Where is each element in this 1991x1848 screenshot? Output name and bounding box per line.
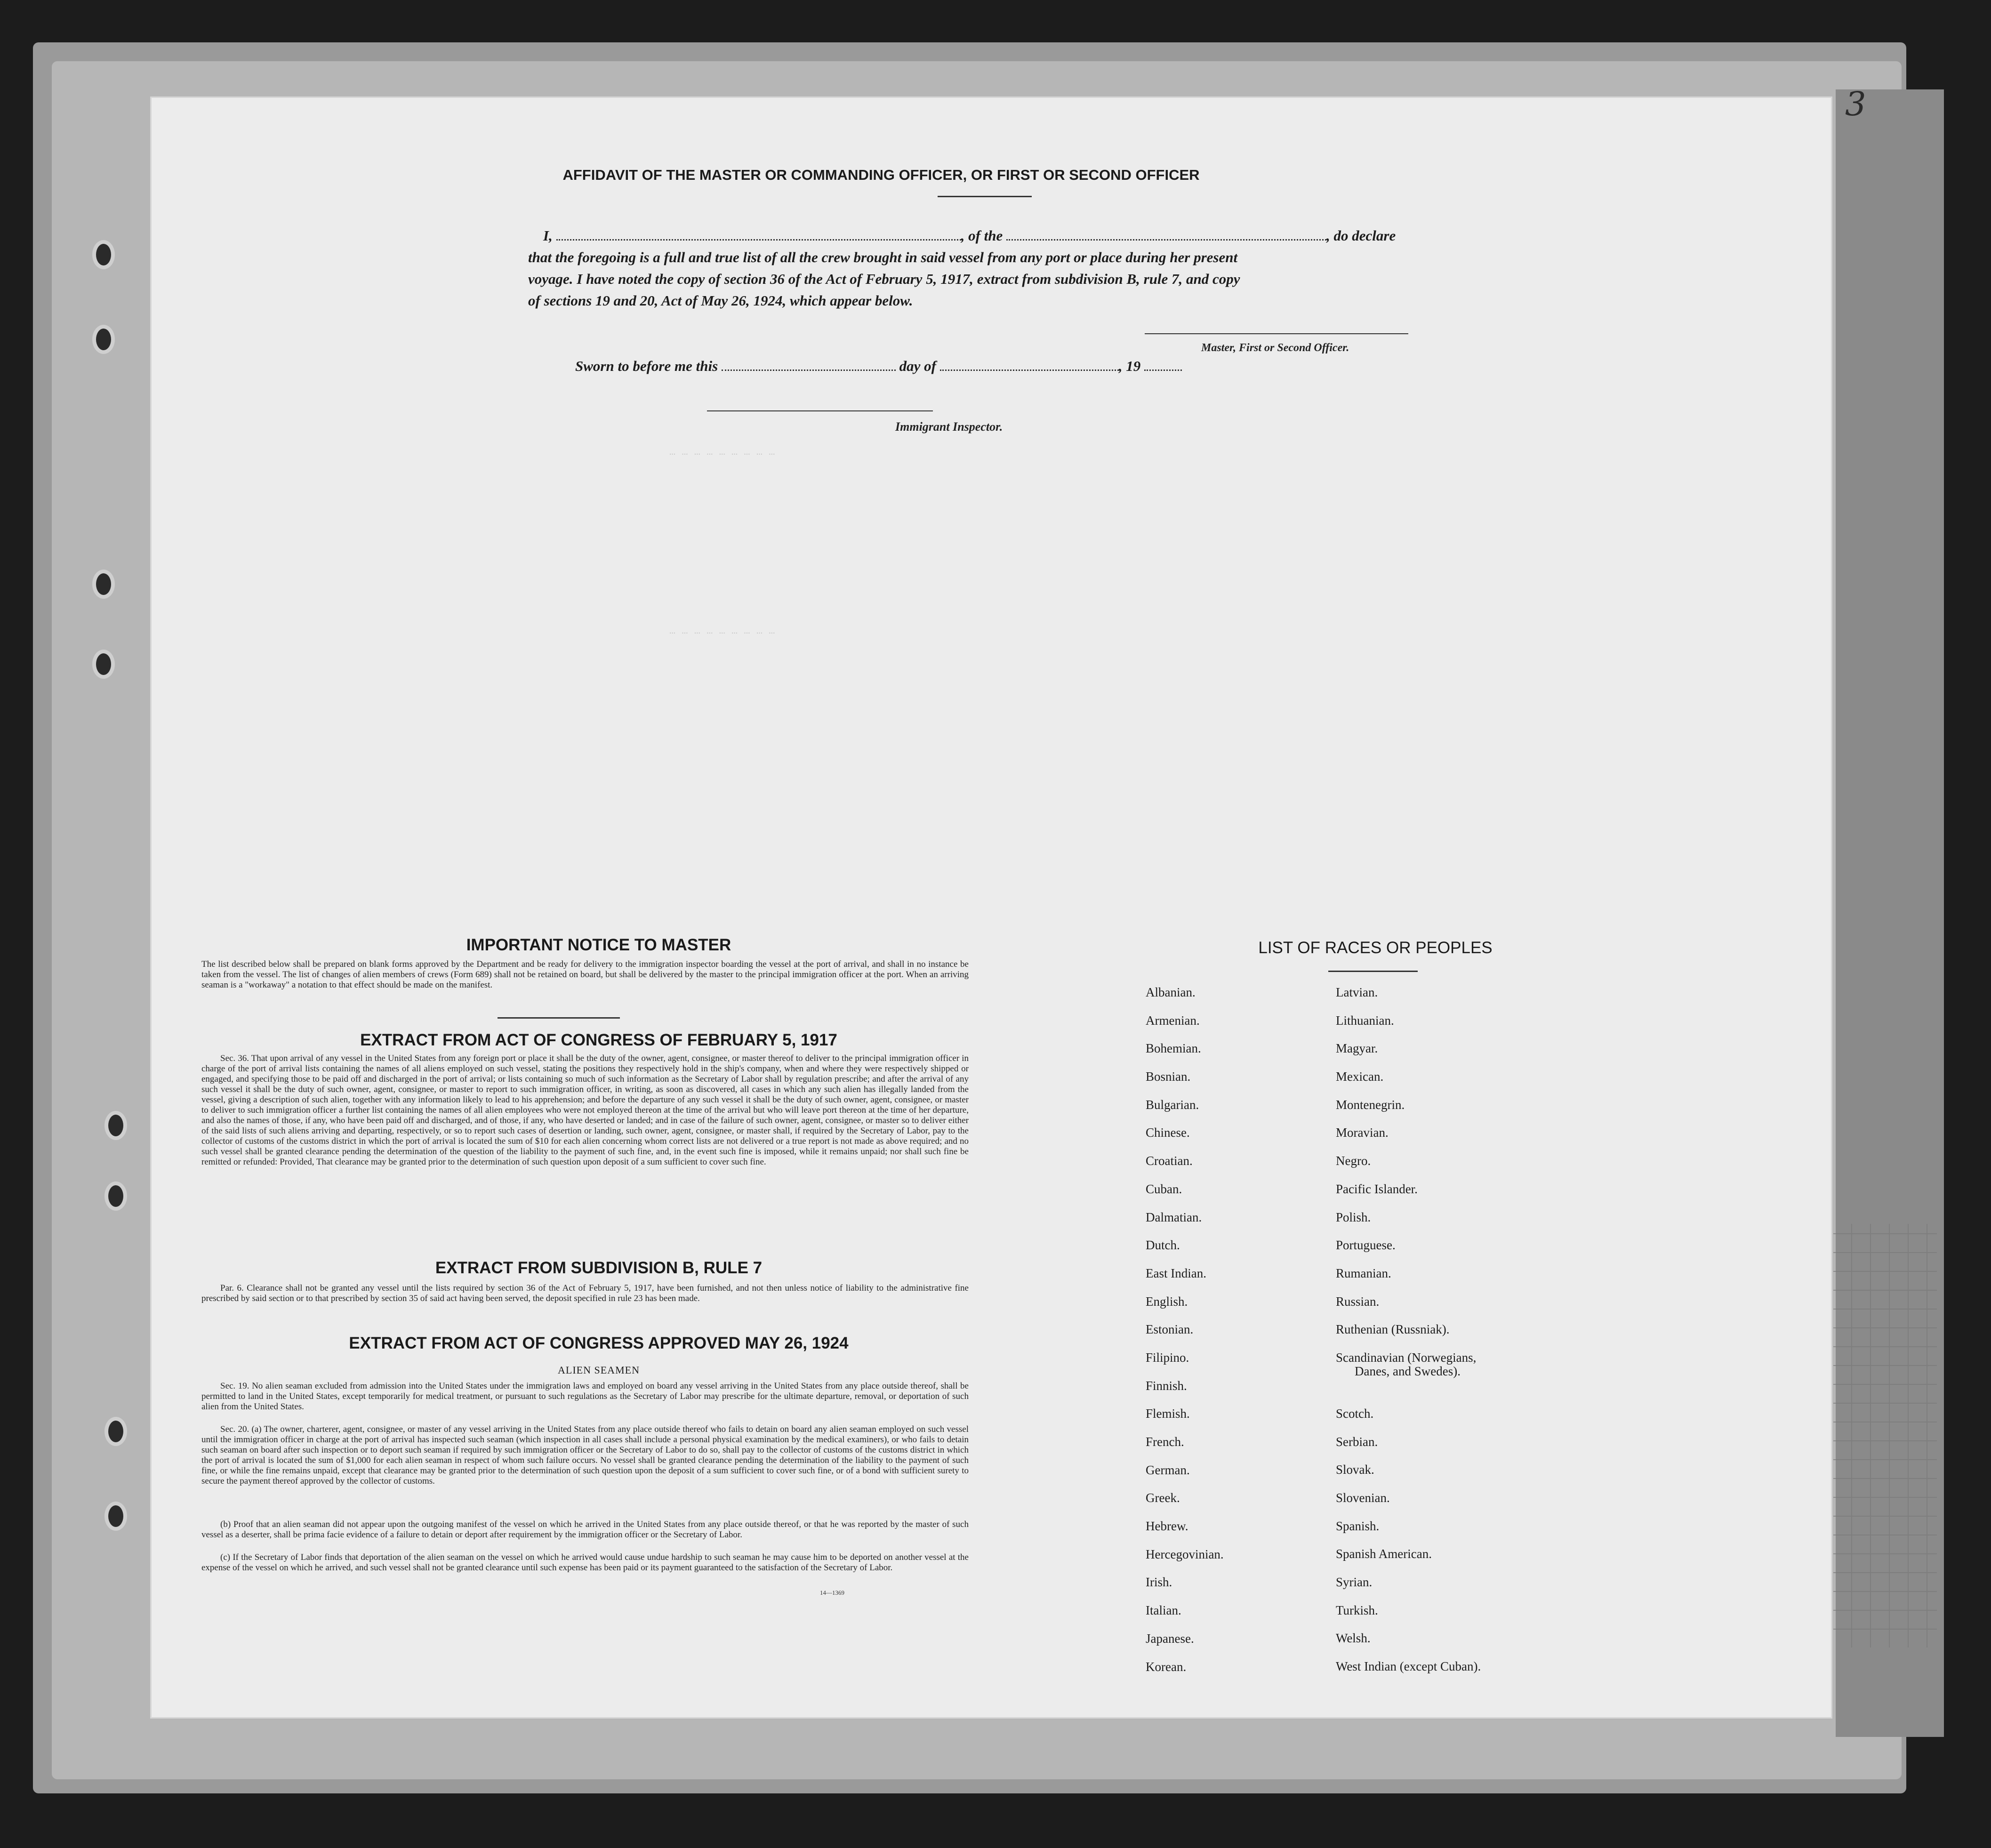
race-item: Pacific Islander. xyxy=(1336,1181,1418,1196)
extract-rule7-title: EXTRACT FROM SUBDIVISION B, RULE 7 xyxy=(435,1259,763,1277)
races-title: LIST OF RACES OR PEOPLES xyxy=(1258,939,1493,957)
race-item-continued: Danes, and Swedes). xyxy=(1355,1364,1461,1378)
binder-hole xyxy=(92,570,115,599)
race-item: Magyar. xyxy=(1336,1041,1378,1056)
extract-1917-text: Sec. 36. That upon arrival of any vessel in the United States from any foreign port or place it shall be the duty of the owner, agent, consignee, or master thereof to deliver to the principal immigration officer in charge of the port of arrival lists containing the names of all aliens employed on such vessel, stating the positions they respectively hold in the ship's company, when and where they were respectively shipped or engaged, and specifying those to be paid off and discharged in the port of arrival; or lists containing so much of such information as the Secretary of Labor shall by regulation prescribe; and after the arrival of any such vessel it shall be the duty of such owner, agent, consignee, or master to report to such immigration officer, in writing, as soon as discovered, all cases in which any such alien has illegally landed from the vessel, giving a description of such alien, together with any information likely to lead to his apprehension; and before the departure of any such vessel it shall be the duty of such owner, agent, consignee, or master to deliver to such immigration officer a further list containing the names of all alien employees who were not employed thereon at the time of the arrival but who will leave port thereon at the time of her departure, and also the names of those, if any, who have been paid off and discharged, and of those, if any, who have deserted or landed; and in case of the failure of such owner, agent, consignee, or master so to deliver either of the said lists of such aliens arriving and departing, respectively, or so to report such cases of desertion or landing, such owner, agent, consignee, or master shall, if required by the Secretary of Labor, pay to the collector of customs of the customs district in which the port of arrival is located the sum of $10 for each alien concerning whom correct lists are not delivered or a true report is not made as above required; and no such vessel shall be granted clearance pending the determination of the question of the liability to the payment of such fine, and, in the event such fine is imposed, while it remains unpaid; nor shall such fine be remitted or refunded: Provided, That clearance may be granted prior to the determination of such question upon deposit of a sum sufficient to cover such fine. xyxy=(201,1053,969,1167)
race-item: Montenegrin. xyxy=(1336,1097,1405,1112)
extract-1924-title: EXTRACT FROM ACT OF CONGRESS APPROVED MAY 26, 1924 xyxy=(349,1334,849,1352)
race-item: Slovenian. xyxy=(1336,1491,1390,1505)
bleed-through-text: … … … … … … … … … xyxy=(669,625,775,637)
sworn-year-blank xyxy=(1144,370,1182,371)
race-item: Scotch. xyxy=(1336,1406,1374,1421)
sec-20a-text: Sec. 20. (a) The owner, charterer, agent, consignee, or master of any vessel arriving in the United States from any place outside thereof who fails to detain on board any alien seaman employed on such vessel until the immigration officer in charge at the port of arrival has inspected such seaman (which inspection in all cases shall include a personal physical examination by the medical examiners), or who fails to detain such seaman on board after such inspection or to deport such seaman if required by such immigration officer or the Secretary of Labor to do so, shall pay to the collector of customs of the customs district in which the port of arrival is located the sum of $1,000 for each alien seaman in respect of whom such failure occurs. No vessel shall be granted clearance pending the determination of the liability to the payment of such fine, or while the fine remains unpaid, except that clearance may be granted prior to the determination of such question upon the deposit of a sum sufficient to cover such fine, or of a bond with sufficient surety to secure the payment thereof approved by the collector of customs. xyxy=(201,1424,969,1486)
races-rule xyxy=(1328,971,1418,972)
sworn-day-blank xyxy=(722,370,896,371)
race-item: Bohemian. xyxy=(1146,1041,1201,1056)
sec-20b-text: (b) Proof that an alien seaman did not appear upon the outgoing manifest of the vessel on which he arrived in the United States from any place outside thereof, or that he was reported by the master of such vessel as a deserter, shall be prima facie evidence of a failure to detain or deport after requirement by the immigration officer or the Secretary of Labor. xyxy=(201,1519,969,1540)
inspector-caption: Immigrant Inspector. xyxy=(895,420,1003,434)
race-item: Latvian. xyxy=(1336,985,1378,999)
race-item: Slovak. xyxy=(1336,1462,1374,1477)
race-item: Dutch. xyxy=(1146,1238,1180,1253)
race-item: Syrian. xyxy=(1336,1575,1373,1590)
notice-title: IMPORTANT NOTICE TO MASTER xyxy=(466,936,731,954)
sworn-month-blank xyxy=(940,370,1119,371)
races-left-column xyxy=(1146,983,1296,1685)
race-item: Spanish American. xyxy=(1336,1547,1432,1561)
title-rule xyxy=(938,196,1032,197)
sec-20c-text: (c) If the Secretary of Labor finds that deportation of the alien seaman on the vessel on which he arrived would cause undue hardship to such seaman he may cause him to be deported on another vessel at the expense of the vessel on which he arrived, and such vessel shall not be granted clearance until such expense has been paid or its payment guaranteed to the satisfaction of the Secretary of Labor. xyxy=(201,1552,969,1573)
race-item: Mexican. xyxy=(1336,1069,1384,1084)
race-item: Welsh. xyxy=(1336,1631,1371,1646)
master-signature-line xyxy=(1145,333,1408,334)
extract-1917-title: EXTRACT FROM ACT OF CONGRESS OF FEBRUARY 5, 1917 xyxy=(360,1031,837,1049)
race-item: Scandinavian (Norwegians, xyxy=(1336,1350,1477,1365)
master-caption: Master, First or Second Officer. xyxy=(1201,342,1349,354)
race-item: Estonian. xyxy=(1146,1322,1194,1337)
race-item: Serbian. xyxy=(1336,1434,1378,1449)
race-item: Bosnian. xyxy=(1146,1069,1191,1084)
race-item: Moravian. xyxy=(1336,1125,1389,1140)
race-item: West Indian (except Cuban). xyxy=(1336,1659,1481,1674)
race-item: Portuguese. xyxy=(1336,1238,1396,1253)
extract-rule7-text: Par. 6. Clearance shall not be granted any vessel until the lists required by section 36 of the Act of February 5, 1917, have been furnished, and not then unless notice of liability to the administrative fine prescribed by said section or to that prescribed by section 35 of said act having been served, the deposit specified in rule 23 has been made. xyxy=(201,1283,969,1303)
affidavit-text xyxy=(528,225,1597,312)
race-item: Italian. xyxy=(1146,1603,1181,1618)
vessel-blank xyxy=(1006,239,1326,241)
race-item: French. xyxy=(1146,1435,1184,1449)
do-declare-text: , do declare xyxy=(1326,227,1396,244)
race-item: Irish. xyxy=(1146,1575,1172,1590)
race-item: Rumanian. xyxy=(1336,1266,1391,1280)
affidavit-line-4: of sections 19 and 20, Act of May 26, 1924, which appear below. xyxy=(528,292,913,309)
binder-hole xyxy=(104,1111,127,1140)
bleed-through-text: … … … … … … … … … xyxy=(669,446,775,458)
alien-seamen-subtitle: ALIEN SEAMEN xyxy=(558,1364,640,1376)
races-right-column xyxy=(1336,983,1590,1685)
sec-19-text: Sec. 19. No alien seaman excluded from admission into the United States under the immigration laws and employed on board any vessel arriving in the United States from any place outside thereof, shall be permitted to land in the United States, except temporarily for medical treatment, or pursuant to such regulations as the Secretary of Labor may prescribe for the ultimate departure, removal, or deportation of such alien from the United States. xyxy=(201,1381,969,1412)
underlying-grid-paper xyxy=(1833,1224,1937,1647)
manifest-page xyxy=(152,98,1831,1717)
binder-hole xyxy=(92,325,115,354)
inspector-signature-line xyxy=(707,410,933,411)
race-item: Polish. xyxy=(1336,1210,1371,1224)
race-item: Finnish. xyxy=(1146,1378,1187,1393)
race-item: Bulgarian. xyxy=(1146,1097,1199,1112)
race-item: Turkish. xyxy=(1336,1603,1378,1617)
race-item: Croatian. xyxy=(1146,1154,1193,1168)
day-of-text: day of xyxy=(899,358,936,374)
binder-hole xyxy=(92,650,115,679)
race-item: English. xyxy=(1146,1294,1188,1309)
race-item: Flemish. xyxy=(1146,1406,1190,1421)
race-item: Ruthenian (Russniak). xyxy=(1336,1322,1450,1337)
affidavit-title: AFFIDAVIT OF THE MASTER OR COMMANDING OFFICER, OR FIRST OR SECOND OFFICER xyxy=(562,167,1200,183)
race-item: Lithuanian. xyxy=(1336,1013,1394,1028)
notice-text: The list described below shall be prepared on blank forms approved by the Department and be ready for delivery to the immigration inspector boarding the vessel at the port of arrival, and shall in no instance be taken from the vessel. The list of changes of alien members of crews (Form 689) shall not be retained on board, but shall be delivered by the master to the principal immigration officer at the port. When an arriving seaman is a "workaway" a notation to that effect should be made on the manifest. xyxy=(201,959,969,990)
race-item: Cuban. xyxy=(1146,1181,1182,1196)
sworn-text: Sworn to before me this xyxy=(575,358,718,374)
race-item: Albanian. xyxy=(1146,985,1196,999)
affidavit-i: I, xyxy=(543,227,553,244)
race-item: German. xyxy=(1146,1462,1190,1477)
race-item: Armenian. xyxy=(1146,1013,1200,1028)
notice-rule xyxy=(498,1017,620,1019)
affidavit-line-3: voyage. I have noted the copy of section 36 of the Act of February 5, 1917, extract from subdivision B, rule 7, and copy xyxy=(528,271,1240,287)
race-item: Dalmatian. xyxy=(1146,1210,1202,1224)
race-item: Russian. xyxy=(1336,1294,1380,1309)
race-item: Japanese. xyxy=(1146,1631,1194,1646)
binder-hole xyxy=(92,240,115,269)
form-code: 14—1369 xyxy=(820,1589,844,1596)
race-item: Negro. xyxy=(1336,1154,1371,1168)
of-the-text: , of the xyxy=(961,227,1003,244)
race-item: Greek. xyxy=(1146,1491,1180,1505)
binder-hole xyxy=(104,1502,127,1531)
race-item: East Indian. xyxy=(1146,1266,1206,1280)
race-item: Chinese. xyxy=(1146,1125,1190,1140)
binder-hole xyxy=(104,1181,127,1211)
binder-hole xyxy=(104,1417,127,1446)
race-item: Hebrew. xyxy=(1146,1519,1188,1534)
race-item: Spanish. xyxy=(1336,1519,1380,1533)
page-number: 3 xyxy=(1845,85,1866,123)
race-item: Korean. xyxy=(1146,1659,1187,1674)
name-blank xyxy=(556,239,961,241)
affidavit-line-1 xyxy=(528,225,1597,247)
year-text: , 19 xyxy=(1118,358,1141,374)
race-item: Hercegovinian. xyxy=(1146,1547,1224,1561)
affidavit-line-2: that the foregoing is a full and true list of all the crew brought in said vessel from any port or place during her present xyxy=(528,249,1238,265)
sworn-line xyxy=(575,358,1182,375)
race-item: Filipino. xyxy=(1146,1350,1189,1365)
